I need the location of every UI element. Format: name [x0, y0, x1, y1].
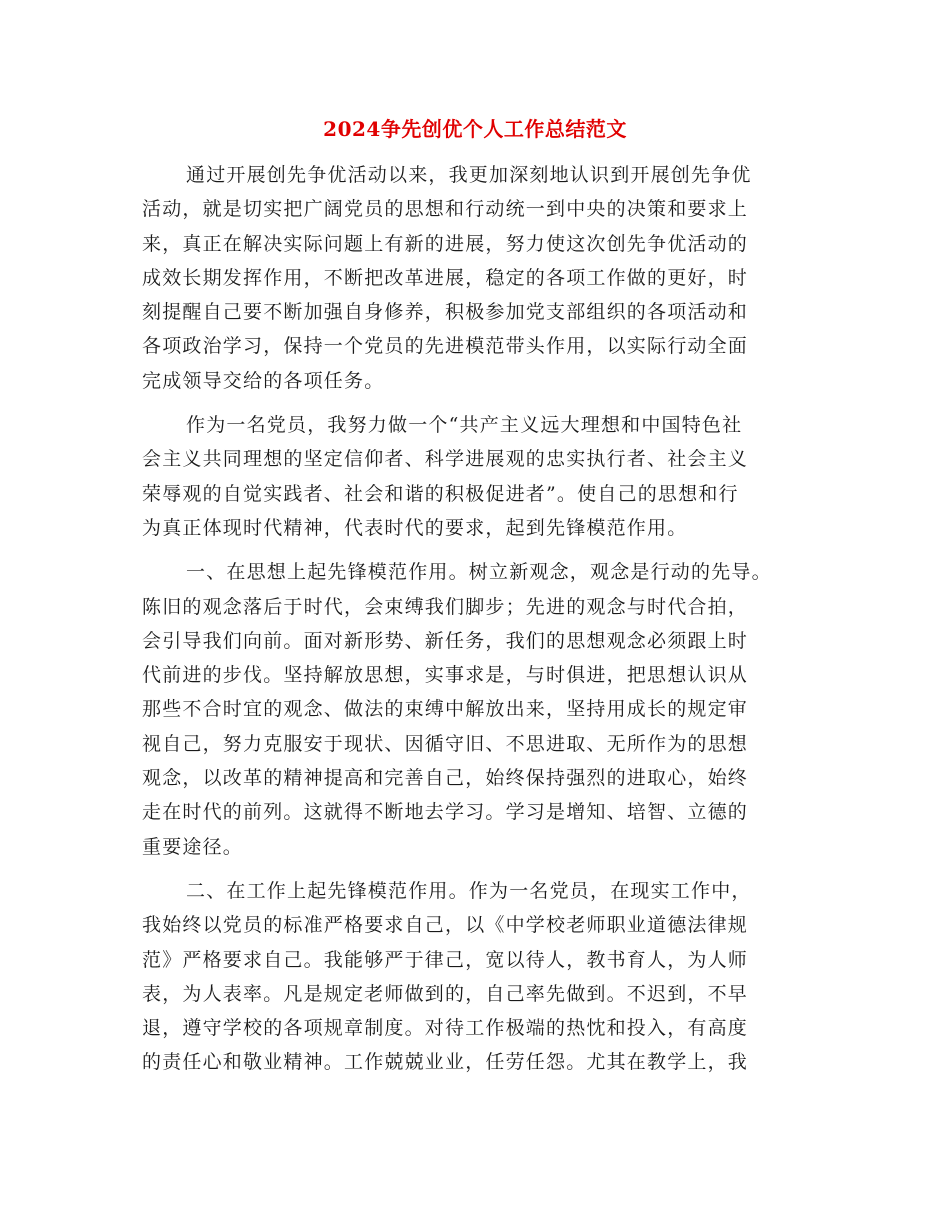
text-line: 陈旧的观念落后于时代，会束缚我们脚步；先进的观念与时代合拍， — [142, 595, 749, 618]
text-line: 重要途径。 — [142, 835, 244, 858]
text-line: 完成领导交给的各项任务。 — [142, 369, 385, 392]
paragraph-3 — [142, 555, 822, 864]
text-line: 荣辱观的自觉实践者、社会和谐的积极促进者”。使自己的思想和行 — [142, 482, 739, 505]
document-body — [142, 158, 822, 1080]
text-line: 观念，以改革的精神提高和完善自己，始终保持强烈的进取心，始终 — [142, 767, 749, 790]
paragraph-4 — [142, 874, 822, 1080]
text-line: 各项政治学习，保持一个党员的先进模范带头作用，以实际行动全面 — [142, 335, 749, 358]
text-line: 退，遵守学校的各项规章制度。对待工作极端的热忱和投入，有高度 — [142, 1017, 749, 1040]
paragraph-2 — [142, 408, 822, 545]
text-line: 表，为人表率。凡是规定老师做到的，自己率先做到。不迟到，不早 — [142, 982, 749, 1005]
text-line: 会引导我们向前。面对新形势、新任务，我们的思想观念必须跟上时 — [142, 629, 749, 652]
text-line: 我始终以党员的标准严格要求自己，以《中学校老师职业道德法律规 — [142, 914, 749, 937]
text-line: 一、在思想上起先锋模范作用。树立新观念，观念是行动的先导。 — [186, 561, 772, 584]
text-line: 的责任心和敬业精神。工作兢兢业业，任劳任怨。尤其在教学上，我 — [142, 1051, 749, 1074]
text-line: 走在时代的前列。这就得不断地去学习。学习是增知、培智、立德的 — [142, 801, 749, 824]
text-line: 二、在工作上起先锋模范作用。作为一名党员，在现实工作中， — [186, 879, 752, 902]
text-line: 通过开展创先争优活动以来，我更加深刻地认识到开展创先争优 — [186, 164, 752, 186]
text-line: 视自己，努力克服安于现状、因循守旧、不思进取、无所作为的思想 — [142, 732, 749, 755]
text-line: 范》严格要求自己。我能够严于律己，宽以待人，教书育人，为人师 — [142, 948, 749, 971]
text-line: 成效长期发挥作用，不断把改革进展，稳定的各项工作做的更好，时 — [142, 266, 749, 289]
text-line: 那些不合时宜的观念、做法的束缚中解放出来，坚持用成长的规定审 — [142, 698, 749, 721]
text-line: 来，真正在解决实际问题上有新的进展，努力使这次创先争优活动的 — [142, 232, 749, 255]
text-line: 会主义共同理想的坚定信仰者、科学进展观的忠实执行者、社会主义 — [142, 448, 749, 471]
text-line: 活动，就是切实把广阔党员的思想和行动统一到中央的决策和要求上 — [142, 198, 749, 221]
text-line: 刻提醒自己要不断加强自身修养，积极参加党支部组织的各项活动和 — [142, 301, 749, 324]
text-line: 为真正体现时代精神，代表时代的要求，起到先锋模范作用。 — [142, 516, 688, 539]
document-title: 2024争先创优个人工作总结范文 — [323, 117, 627, 141]
text-line: 代前进的步伐。坚持解放思想，实事求是，与时俱进，把思想认识从 — [142, 664, 749, 687]
paragraph-1 — [142, 158, 822, 398]
text-line: 作为一名党员，我努力做一个“共产主义远大理想和中国特色社 — [186, 414, 743, 437]
